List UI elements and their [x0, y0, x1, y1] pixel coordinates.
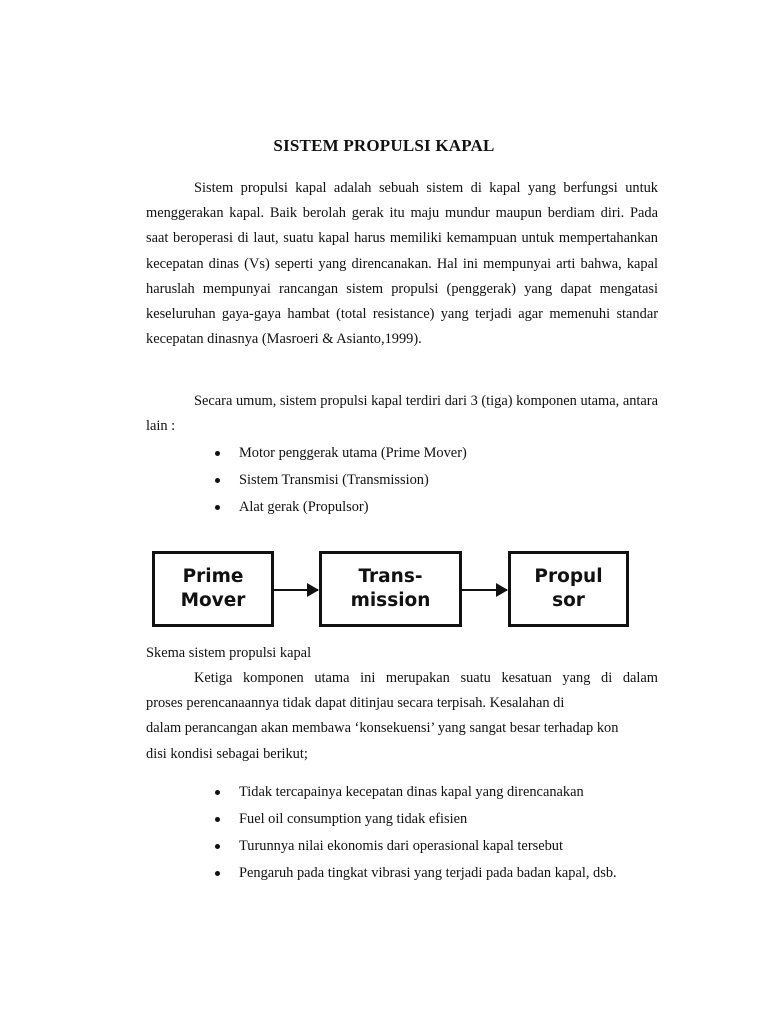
list-item [214, 440, 467, 467]
list-item-text: Alat gerak (Propulsor) [239, 499, 369, 515]
list-item-text: Fuel oil consumption yang tidak efisien [239, 811, 468, 827]
list-item [214, 806, 617, 833]
list-item-text: Motor penggerak utama (Prime Mover) [239, 445, 467, 461]
components-list [214, 440, 467, 521]
diagram-box-transmission: Trans- mission [319, 551, 462, 627]
bullet-icon [215, 817, 220, 822]
paragraph-line: dalam perancangan akan membawa ‘konsekuensi’ yang sangat besar terhadap kon [146, 720, 619, 737]
list-item-text: Pengaruh pada tingkat vibrasi yang terjadi pada badan kapal, dsb. [239, 865, 617, 881]
paragraph-line: proses perencanaannya tidak dapat ditinjau secara terpisah. Kesalahan di [146, 695, 565, 712]
bullet-icon [215, 871, 220, 876]
diagram-caption: Skema sistem propulsi kapal [146, 645, 312, 661]
paragraph-line: disi kondisi sebagai berikut; [146, 745, 308, 762]
bullet-icon [215, 844, 220, 849]
document-title: SISTEM PROPULSI KAPAL [273, 136, 495, 155]
paragraph-consequences-intro [146, 666, 658, 767]
list-item [214, 860, 617, 887]
paragraph-components-intro: Secara umum, sistem propulsi kapal terdiri dari 3 (tiga) komponen utama, antara lain : [146, 393, 658, 435]
paragraph-line: Ketiga komponen utama ini merupakan suatu kesatuan yang di dalam [194, 670, 658, 686]
arrow-right-icon [462, 589, 507, 591]
bullet-icon [215, 451, 220, 456]
bullet-icon [215, 505, 220, 510]
list-item-text: Sistem Transmisi (Transmission) [239, 472, 429, 488]
bullet-icon [215, 790, 220, 795]
list-item-text: Turunnya nilai ekonomis dari operasional kapal tersebut [239, 838, 563, 854]
list-item [214, 833, 617, 860]
list-item-text: Tidak tercapainya kecepatan dinas kapal yang direncanakan [239, 784, 584, 800]
list-item [214, 467, 467, 494]
arrow-right-icon [274, 589, 318, 591]
bullet-icon [215, 478, 220, 483]
diagram-box-propulsor: Propul sor [508, 551, 629, 627]
diagram-box-prime-mover: Prime Mover [152, 551, 274, 627]
list-item [214, 494, 467, 521]
list-item [214, 779, 617, 806]
paragraph-definition: Sistem propulsi kapal adalah sebuah sistem di kapal yang berfungsi untuk menggerakan kapal. Baik berolah gerak itu maju mundur maupun berdiam diri. Pada saat beroperasi di laut, suatu kapal harus memiliki kemampuan untuk mempertahankan kecepatan dinas (Vs) seperti yang direncanakan. Hal ini mempunyai arti bahwa, kapal haruslah mempunyai rancangan sistem propulsi (penggerak) yang dapat mengatasi keseluruhan gaya-gaya hambat (total resistance) yang terjadi agar memenuhi standar kecepatan dinasnya (Masroeri & Asianto,1999). [146, 180, 658, 348]
consequences-list [214, 779, 617, 887]
propulsion-diagram [152, 551, 632, 635]
